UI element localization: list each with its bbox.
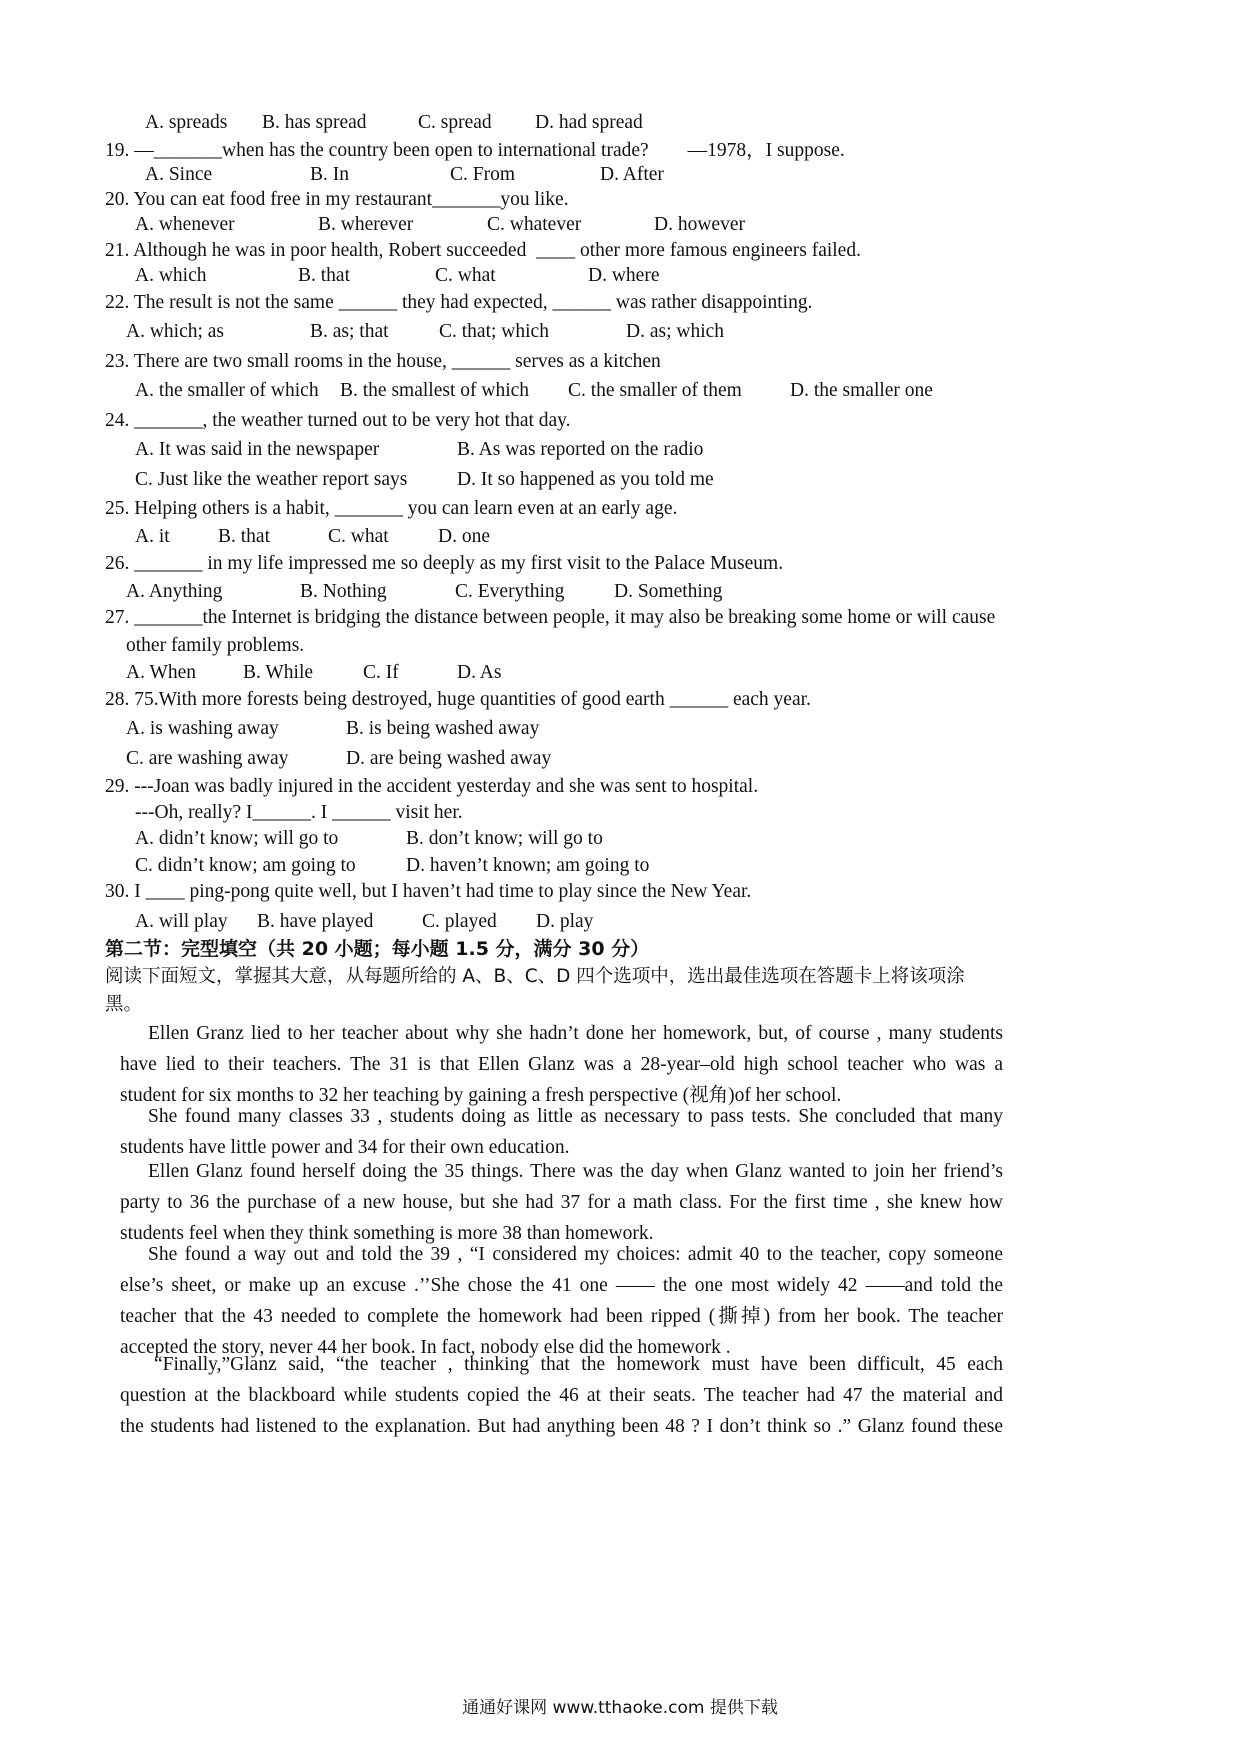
q23-option-d: D. the smaller one <box>790 380 933 401</box>
passage-line: Ellen Granz lied to her teacher about why she hadn’t done her homework, but, of course , many students <box>148 1023 1003 1044</box>
page-footer: 通通好课网 www.tthaoke.com 提供下载 <box>462 1698 778 1718</box>
q21-option-d: D. where <box>588 265 660 286</box>
q25-option-a: A. it <box>135 526 170 547</box>
passage-line: students feel when they think something is more 38 than homework. <box>120 1223 654 1244</box>
q21-option-a: A. which <box>135 265 207 286</box>
passage-line: question at the blackboard while students copied the 46 at their seats. The teacher had 47 the material and <box>120 1385 1003 1406</box>
q24-stem: 24. _______, the weather turned out to be very hot that day. <box>105 410 571 431</box>
q22-option-c: C. that; which <box>439 321 549 342</box>
passage-line: students have little power and 34 for their own education. <box>120 1137 570 1158</box>
q28-option-b: B. is being washed away <box>346 718 540 739</box>
q22-option-a: A. which; as <box>126 321 225 342</box>
q19-option-d: D. After <box>600 164 664 185</box>
q29-stem: 29. ---Joan was badly injured in the accident yesterday and she was sent to hospital. <box>105 776 759 797</box>
q23-option-c: C. the smaller of them <box>568 380 742 401</box>
q18-option-c: C. spread <box>418 112 492 133</box>
q23-option-b: B. the smallest of which <box>340 380 530 401</box>
q26-option-d: D. Something <box>614 581 723 602</box>
q27-option-b: B. While <box>243 662 314 683</box>
passage-paragraph-4 <box>120 1239 1003 1363</box>
q23-stem: 23. There are two small rooms in the house, ______ serves as a kitchen <box>105 351 661 372</box>
q28-option-a: A. is washing away <box>126 718 279 739</box>
passage-paragraph-1 <box>120 1018 1003 1111</box>
q18-option-b: B. has spread <box>262 112 367 133</box>
q27-option-a: A. When <box>126 662 197 683</box>
q23-option-a: A. the smaller of which <box>135 380 319 401</box>
q21-stem: 21. Although he was in poor health, Robert succeeded ____ other more famous engineers failed. <box>105 240 861 261</box>
q28-option-d: D. are being washed away <box>346 748 552 769</box>
section-title: 第二节：完型填空（共 20 小题；每小题 1.5 分，满分 30 分） <box>105 938 650 960</box>
passage-line: the students had listened to the explanation. But had anything been 48 ? I don’t think so .” Glanz found these <box>120 1416 1003 1437</box>
q26-option-a: A. Anything <box>126 581 223 602</box>
passage-line: She found a way out and told the 39 , “I considered my choices: admit 40 to the teacher, copy someone <box>148 1244 1003 1265</box>
q29-stem-continued: ---Oh, really? I______. I ______ visit her. <box>135 802 463 823</box>
q28-stem: 28. 75.With more forests being destroyed, huge quantities of good earth ______ each year. <box>105 689 811 710</box>
passage-paragraph-3 <box>120 1156 1003 1249</box>
q20-option-b: B. wherever <box>318 214 414 235</box>
q27-stem-continued: other family problems. <box>126 635 305 656</box>
q27-option-d: D. As <box>457 662 502 683</box>
q19-option-a: A. Since <box>145 164 213 185</box>
q28-option-c: C. are washing away <box>126 748 289 769</box>
passage-paragraph-2 <box>120 1101 1003 1163</box>
q20-option-d: D. however <box>654 214 745 235</box>
q25-option-b: B. that <box>218 526 270 547</box>
q22-stem: 22. The result is not the same ______ they had expected, ______ was rather disappointing. <box>105 292 813 313</box>
q24-option-d: D. It so happened as you told me <box>457 469 714 490</box>
section-instruction-continued: 黑。 <box>105 994 143 1015</box>
q29-option-c: C. didn’t know; am going to <box>135 855 356 876</box>
passage-line: accepted the story, never 44 her book. In fact, nobody else did the homework . <box>120 1337 731 1358</box>
passage-line: She found many classes 33 , students doing as little as necessary to pass tests. She concluded that many <box>148 1106 1003 1127</box>
q21-option-c: C. what <box>435 265 496 286</box>
q29-option-d: D. haven’t known; am going to <box>406 855 650 876</box>
q22-option-b: B. as; that <box>310 321 389 342</box>
q24-option-b: B. As was reported on the radio <box>457 439 704 460</box>
passage-line: teacher that the 43 needed to complete the homework had been ripped (撕掉) from her book. The teacher <box>120 1306 1003 1327</box>
q21-option-b: B. that <box>298 265 350 286</box>
q30-option-c: C. played <box>422 911 497 932</box>
q20-option-c: C. whatever <box>487 214 582 235</box>
q24-option-a: A. It was said in the newspaper <box>135 439 380 460</box>
q30-option-d: D. play <box>536 911 594 932</box>
q22-option-d: D. as; which <box>626 321 725 342</box>
q27-option-c: C. If <box>363 662 399 683</box>
q19-option-b: B. In <box>310 164 349 185</box>
q18-option-d: D. had spread <box>535 112 643 133</box>
passage-line: party to 36 the purchase of a new house, but she had 37 for a math class. For the first time , she knew how <box>120 1192 1003 1213</box>
q30-option-a: A. will play <box>135 911 228 932</box>
passage-line: Ellen Glanz found herself doing the 35 things. There was the day when Glanz wanted to join her friend’s <box>148 1161 1003 1182</box>
q20-stem: 20. You can eat food free in my restaurant_______you like. <box>105 189 569 210</box>
passage-line: else’s sheet, or make up an excuse .’’She chose the 41 one —— the one most widely 42 ——and told the <box>120 1275 1003 1296</box>
q25-stem: 25. Helping others is a habit, _______ you can learn even at an early age. <box>105 498 678 519</box>
q30-stem: 30. I ____ ping-pong quite well, but I haven’t had time to play since the New Year. <box>105 881 752 902</box>
q26-stem: 26. _______ in my life impressed me so deeply as my first visit to the Palace Museum. <box>105 553 784 574</box>
q30-option-b: B. have played <box>257 911 374 932</box>
q19-stem: 19. —_______when has the country been open to international trade? —1978，I suppose. <box>105 140 845 161</box>
passage-line: have lied to their teachers. The 31 is that Ellen Glanz was a 28-year–old high school teacher who was a <box>120 1054 1003 1075</box>
q20-option-a: A. whenever <box>135 214 235 235</box>
q25-option-d: D. one <box>438 526 490 547</box>
q25-option-c: C. what <box>328 526 389 547</box>
q19-option-c: C. From <box>450 164 516 185</box>
q29-option-a: A. didn’t know; will go to <box>135 828 339 849</box>
passage-line: student for six months to 32 her teaching by gaining a fresh perspective (视角)of her school. <box>120 1085 842 1106</box>
passage-paragraph-5 <box>120 1349 1003 1442</box>
q26-option-c: C. Everything <box>455 581 565 602</box>
passage-line: “Finally,”Glanz said, “the teacher , thinking that the homework must have been difficult, 45 each <box>154 1354 1003 1375</box>
q27-stem: 27. _______the Internet is bridging the distance between people, it may also be breaking some home or will cause <box>105 607 996 628</box>
q29-option-b: B. don’t know; will go to <box>406 828 603 849</box>
q26-option-b: B. Nothing <box>300 581 387 602</box>
section-instruction: 阅读下面短文，掌握其大意，从每题所给的 A、B、C、D 四个选项中，选出最佳选项在答题卡上将该项涂 <box>105 966 965 987</box>
q24-option-c: C. Just like the weather report says <box>135 469 408 490</box>
q18-option-a: A. spreads <box>145 112 228 133</box>
